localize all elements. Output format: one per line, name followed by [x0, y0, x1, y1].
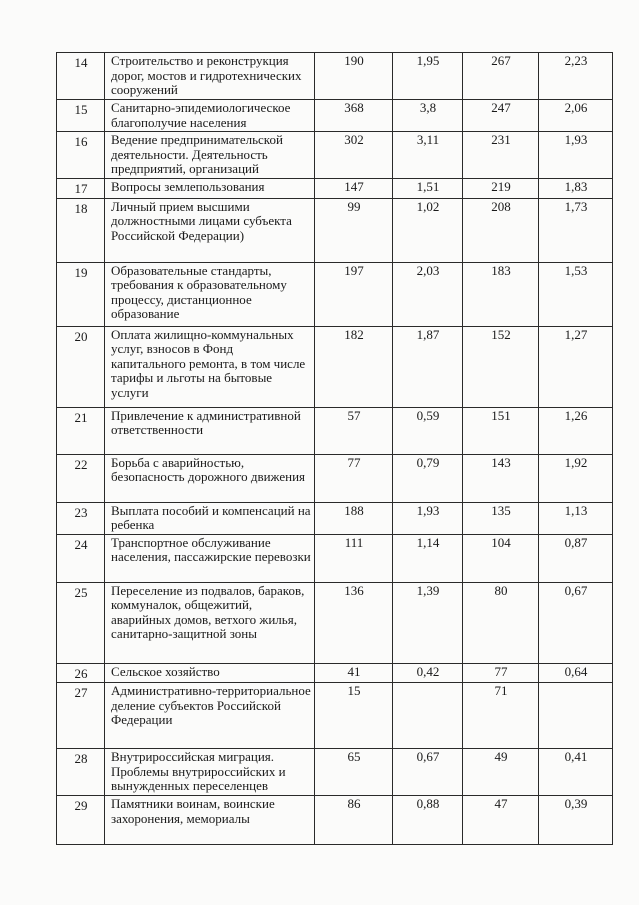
row-topic: Вопросы землепользования	[105, 179, 315, 199]
row-percent-b: 2,06	[539, 100, 613, 132]
row-percent-a: 0,67	[393, 749, 463, 796]
row-percent-a: 1,51	[393, 179, 463, 199]
row-percent-b: 1,73	[539, 198, 613, 262]
table-row	[57, 262, 613, 326]
table-row	[57, 683, 613, 749]
row-number: 18	[57, 198, 105, 262]
table-row	[57, 179, 613, 199]
row-percent-b: 0,41	[539, 749, 613, 796]
table-row	[57, 663, 613, 683]
row-percent-b: 2,23	[539, 53, 613, 100]
row-percent-a: 1,87	[393, 326, 463, 407]
row-percent-b: 1,83	[539, 179, 613, 199]
row-count-a: 188	[315, 502, 393, 534]
row-number: 23	[57, 502, 105, 534]
row-topic: Транспортное обслуживание населения, пассажирские перевозки	[105, 534, 315, 582]
row-count-a: 368	[315, 100, 393, 132]
row-count-a: 147	[315, 179, 393, 199]
row-count-b: 104	[463, 534, 539, 582]
row-percent-b: 0,67	[539, 582, 613, 663]
row-number: 27	[57, 683, 105, 749]
row-count-b: 219	[463, 179, 539, 199]
row-percent-b: 1,53	[539, 262, 613, 326]
row-percent-b: 1,93	[539, 132, 613, 179]
row-count-a: 182	[315, 326, 393, 407]
row-topic: Ведение предпринимательской деятельности. Деятельность предприятий, организаций	[105, 132, 315, 179]
row-count-b: 208	[463, 198, 539, 262]
row-number: 15	[57, 100, 105, 132]
row-number: 16	[57, 132, 105, 179]
row-number: 24	[57, 534, 105, 582]
row-percent-b: 1,27	[539, 326, 613, 407]
table-row	[57, 198, 613, 262]
row-percent-b: 1,92	[539, 454, 613, 502]
table-row	[57, 132, 613, 179]
row-percent-a: 1,93	[393, 502, 463, 534]
table-row	[57, 796, 613, 845]
row-count-a: 136	[315, 582, 393, 663]
row-percent-a: 0,79	[393, 454, 463, 502]
row-count-b: 267	[463, 53, 539, 100]
row-number: 21	[57, 407, 105, 454]
table-row	[57, 502, 613, 534]
row-percent-b: 1,13	[539, 502, 613, 534]
row-percent-a: 3,11	[393, 132, 463, 179]
row-number: 17	[57, 179, 105, 199]
row-number: 28	[57, 749, 105, 796]
table-row	[57, 53, 613, 100]
row-count-a: 86	[315, 796, 393, 845]
row-number: 29	[57, 796, 105, 845]
row-percent-a: 1,14	[393, 534, 463, 582]
row-percent-a: 3,8	[393, 100, 463, 132]
row-count-a: 41	[315, 663, 393, 683]
statistics-table	[56, 52, 613, 845]
row-topic: Сельское хозяйство	[105, 663, 315, 683]
row-percent-a: 1,39	[393, 582, 463, 663]
row-count-b: 49	[463, 749, 539, 796]
row-percent-b: 0,64	[539, 663, 613, 683]
row-number: 25	[57, 582, 105, 663]
row-percent-a: 1,95	[393, 53, 463, 100]
row-topic: Санитарно-эпидемиологическое благополучие населения	[105, 100, 315, 132]
row-count-b: 143	[463, 454, 539, 502]
row-percent-a: 2,03	[393, 262, 463, 326]
row-topic: Памятники воинам, воинские захоронения, мемориалы	[105, 796, 315, 845]
row-number: 26	[57, 663, 105, 683]
row-topic: Привлечение к административной ответственности	[105, 407, 315, 454]
row-count-a: 15	[315, 683, 393, 749]
row-count-a: 302	[315, 132, 393, 179]
row-topic: Внутрироссийская миграция. Проблемы внутрироссийских и вынужденных переселенцев	[105, 749, 315, 796]
row-percent-a: 0,88	[393, 796, 463, 845]
row-count-a: 57	[315, 407, 393, 454]
table-row	[57, 454, 613, 502]
table-body	[57, 53, 613, 845]
table-row	[57, 100, 613, 132]
row-topic: Образовательные стандарты, требования к образовательному процессу, дистанционное образование	[105, 262, 315, 326]
row-percent-a: 0,42	[393, 663, 463, 683]
row-count-a: 77	[315, 454, 393, 502]
row-count-b: 231	[463, 132, 539, 179]
row-topic: Выплата пособий и компенсаций на ребенка	[105, 502, 315, 534]
row-topic: Личный прием высшими должностными лицами субъекта Российской Федерации)	[105, 198, 315, 262]
row-percent-b: 1,26	[539, 407, 613, 454]
row-count-b: 152	[463, 326, 539, 407]
row-topic: Строительство и реконструкция дорог, мостов и гидротехнических сооружений	[105, 53, 315, 100]
row-count-b: 77	[463, 663, 539, 683]
table-row	[57, 749, 613, 796]
row-topic: Административно-территориальное деление субъектов Российской Федерации	[105, 683, 315, 749]
row-number: 19	[57, 262, 105, 326]
table-row	[57, 326, 613, 407]
row-percent-b: 0,39	[539, 796, 613, 845]
row-count-a: 197	[315, 262, 393, 326]
table-row	[57, 407, 613, 454]
row-percent-b	[539, 683, 613, 749]
row-count-a: 99	[315, 198, 393, 262]
row-topic: Борьба с аварийностью, безопасность дорожного движения	[105, 454, 315, 502]
row-count-b: 151	[463, 407, 539, 454]
row-count-a: 190	[315, 53, 393, 100]
table-row	[57, 534, 613, 582]
row-count-b: 47	[463, 796, 539, 845]
row-count-a: 65	[315, 749, 393, 796]
row-number: 14	[57, 53, 105, 100]
row-number: 20	[57, 326, 105, 407]
row-count-b: 247	[463, 100, 539, 132]
table-row	[57, 582, 613, 663]
row-percent-b: 0,87	[539, 534, 613, 582]
row-percent-a: 0,59	[393, 407, 463, 454]
row-topic: Переселение из подвалов, бараков, коммуналок, общежитий, аварийных домов, ветхого жилья, санитарно-защитной зоны	[105, 582, 315, 663]
row-percent-a: 1,02	[393, 198, 463, 262]
row-number: 22	[57, 454, 105, 502]
row-topic: Оплата жилищно-коммунальных услуг, взносов в Фонд капитального ремонта, в том числе тарифы и льготы на бытовые услуги	[105, 326, 315, 407]
row-count-b: 71	[463, 683, 539, 749]
row-percent-a	[393, 683, 463, 749]
row-count-b: 80	[463, 582, 539, 663]
row-count-b: 183	[463, 262, 539, 326]
row-count-b: 135	[463, 502, 539, 534]
row-count-a: 111	[315, 534, 393, 582]
